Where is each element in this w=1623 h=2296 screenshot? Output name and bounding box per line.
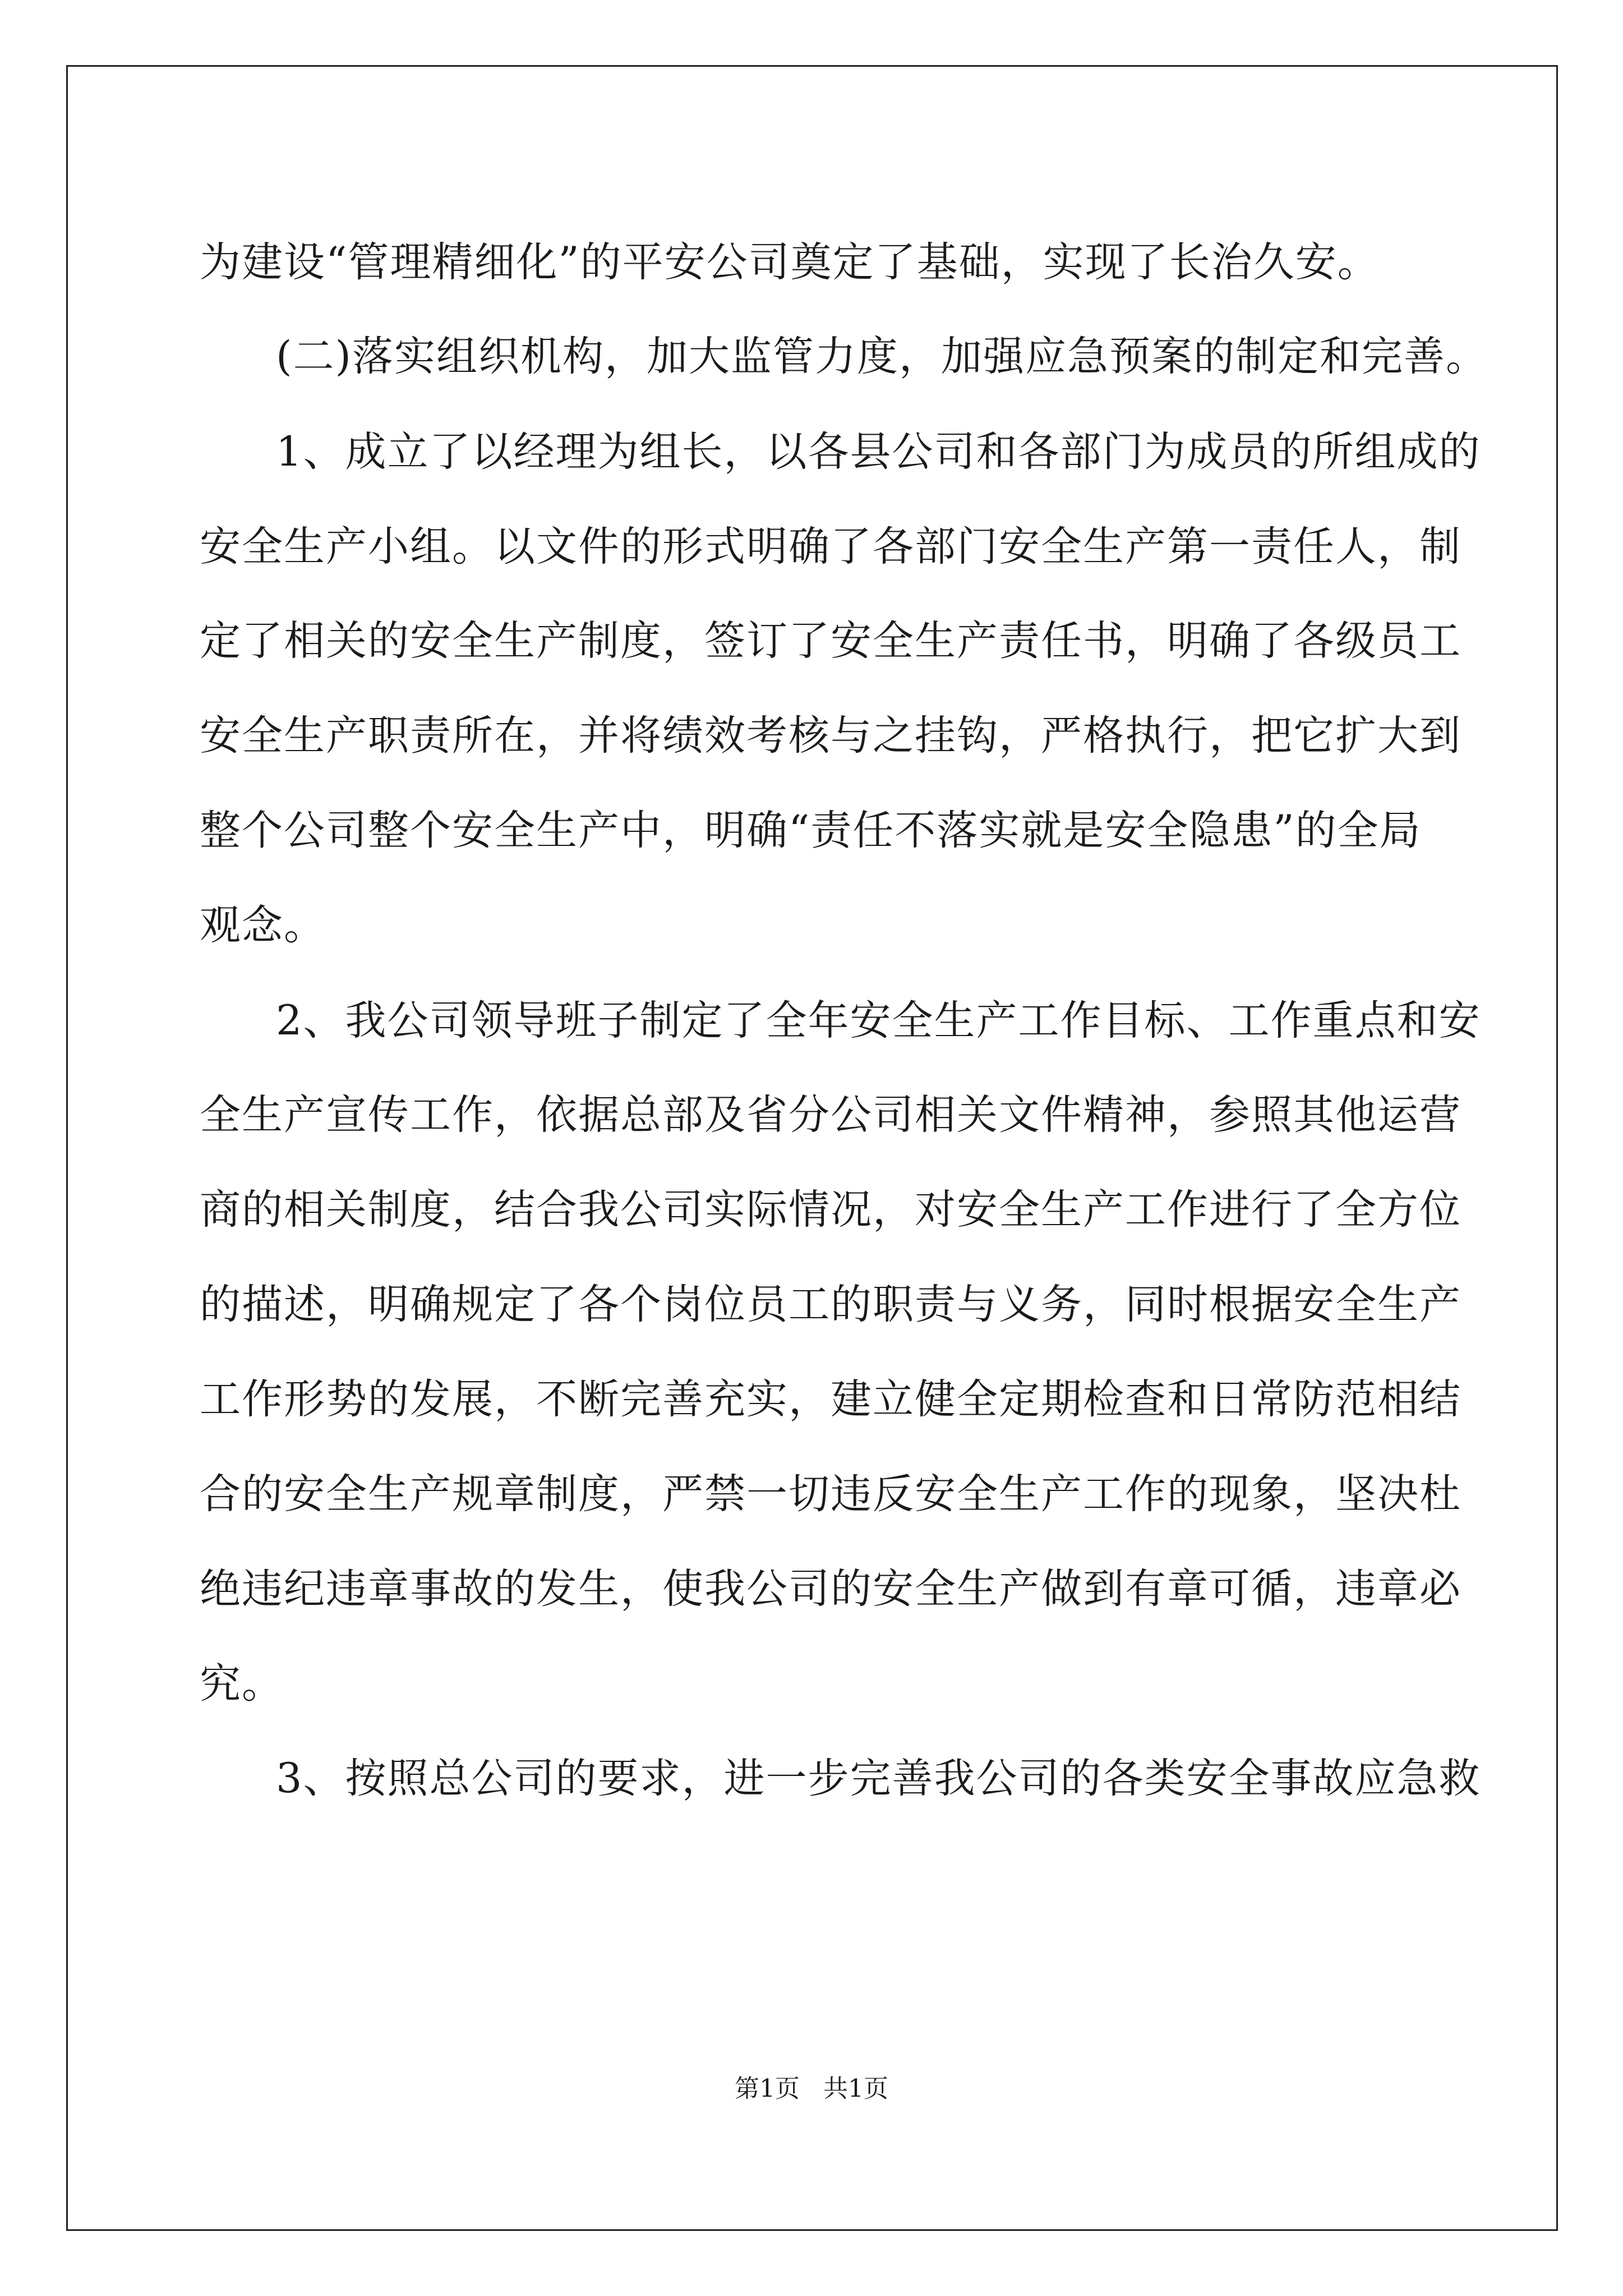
paragraph-line: 安全生产职责所在，并将绩效考核与之挂钩，严格执行，把它扩大到 xyxy=(200,712,1461,760)
paragraph-line: 工作形势的发展，不断完善充实，建立健全定期检查和日常防范相结 xyxy=(200,1375,1461,1423)
page-border xyxy=(66,65,1558,2231)
page-footer: 第1页 共1页 xyxy=(735,2074,888,2103)
paragraph-line: 的描述，明确规定了各个岗位员工的职责与义务，同时根据安全生产 xyxy=(200,1281,1461,1328)
paragraph-line: 1、成立了以经理为组长，以各县公司和各部门为成员的所组成的 xyxy=(276,428,1481,476)
paragraph-line: 观念。 xyxy=(200,901,326,949)
paragraph-line: 全生产宣传工作，依据总部及省分公司相关文件精神，参照其他运营 xyxy=(200,1091,1461,1139)
paragraph-line: 定了相关的安全生产制度，签订了安全生产责任书，明确了各级员工 xyxy=(200,617,1461,665)
paragraph-line: 究。 xyxy=(200,1660,284,1708)
section-heading: (二)落实组织机构，加大监管力度，加强应急预案的制定和完善。 xyxy=(276,333,1488,380)
paragraph-line: 合的安全生产规章制度，严禁一切违反安全生产工作的现象，坚决杜 xyxy=(200,1470,1461,1518)
paragraph-line: 为建设“管理精细化”的平安公司奠定了基础，实现了长治久安。 xyxy=(200,238,1380,286)
paragraph-line: 整个公司整个安全生产中，明确“责任不落实就是安全隐患”的全局 xyxy=(200,807,1422,854)
paragraph-line: 2、我公司领导班子制定了全年安全生产工作目标、工作重点和安 xyxy=(276,997,1481,1045)
paragraph-line: 绝违纪违章事故的发生，使我公司的安全生产做到有章可循，违章必 xyxy=(200,1565,1461,1613)
paragraph-line: 商的相关制度，结合我公司实际情况，对安全生产工作进行了全方位 xyxy=(200,1186,1461,1234)
paragraph-line: 3、按照总公司的要求，进一步完善我公司的各类安全事故应急救 xyxy=(276,1755,1481,1802)
paragraph-line: 安全生产小组。以文件的形式明确了各部门安全生产第一责任人，制 xyxy=(200,523,1461,570)
